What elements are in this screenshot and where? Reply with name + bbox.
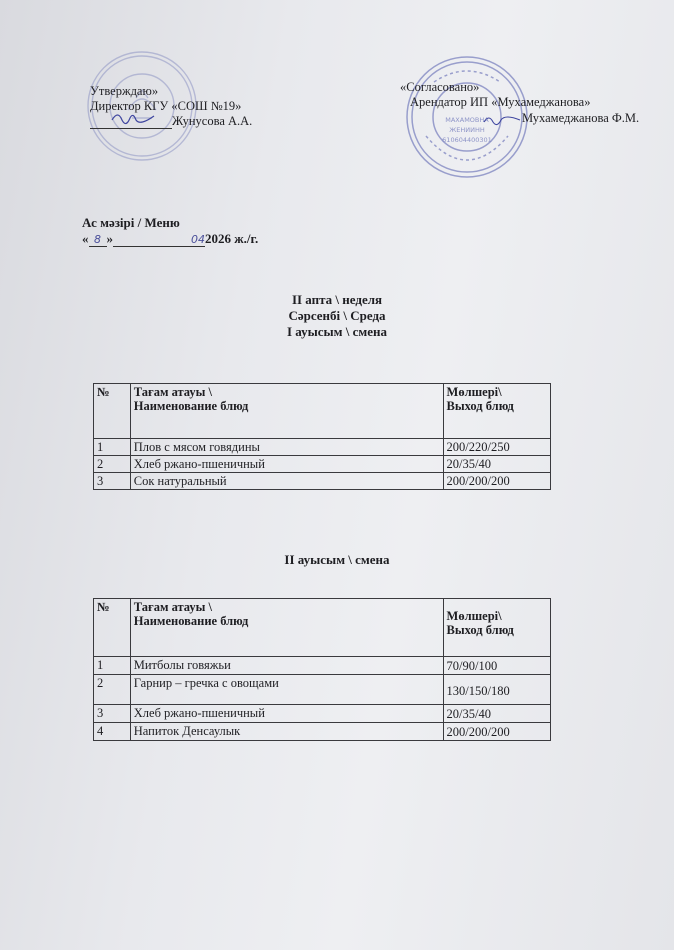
menu-date: « 8 » 042026 ж./г. [82,231,259,246]
shift1-label: I ауысым \ смена [286,324,388,339]
signature-scribble-icon [110,108,156,126]
approval-block [90,84,252,129]
header-dish: Тағам атауы \ Наименование блюд [130,599,443,657]
agreement-block [400,80,640,130]
table-row: 1 Плов с мясом говядины 200/220/250 [94,439,551,456]
agreed-label: «Согласовано» [400,80,480,94]
director-name: Жунусова А.А. [172,114,253,128]
table-row: 2 Гарнир – гречка с овощами 130/150/180 [94,675,551,705]
header-num: № [94,384,131,439]
date-day: 8 [89,233,107,247]
shift1-menu-table [93,383,551,490]
signature-line [90,116,172,129]
table-row: 4 Напиток Денсаулык 200/200/200 [94,723,551,741]
right-seal-line-2: ЖЕНИИНН [449,126,485,134]
header-dish: Тағам атауы \ Наименование блюд [130,384,443,439]
header-num: № [94,599,131,657]
date-year: 2026 ж./г. [205,231,259,246]
table-row: 3 Сок натуральный 200/200/200 [94,473,551,490]
week-label: II апта \ неделя [291,292,383,307]
shift2-label: II ауысым \ смена [284,552,390,567]
table-row: 1 Митболы говяжьи 70/90/100 [94,657,551,675]
right-seal-line-1: МАХАМОВНА [445,116,489,124]
header-yield: Мөлшері\ Выход блюд [443,599,550,657]
signature-scribble-icon [482,112,522,126]
date-month: 04 [113,233,205,247]
director-signature-row [90,114,252,129]
menu-title-block [82,215,258,247]
table-row: 2 Хлеб ржано-пшеничный 20/35/40 [94,456,551,473]
weekday-label: Сәрсенбі \ Среда [288,308,386,323]
table-header-row [94,599,551,657]
right-seal-line-3: 610604400301 [442,136,492,144]
table-header-row [94,384,551,439]
tenant-signature-row [482,111,639,126]
approved-label: Утверждаю» [90,84,159,98]
tenant-name: Мухамеджанова Ф.М. [522,111,640,125]
tenant-position: Арендатор ИП «Мухамеджанова» [410,95,591,109]
header-yield: Мөлшері\ Выход блюд [443,384,550,439]
shift2-menu-table [93,598,551,741]
table-row: 3 Хлеб ржано-пшеничный 20/35/40 [94,705,551,723]
director-position: Директор КГУ «СОШ №19» [90,99,242,113]
menu-title: Ас мәзірі / Меню [82,215,180,230]
